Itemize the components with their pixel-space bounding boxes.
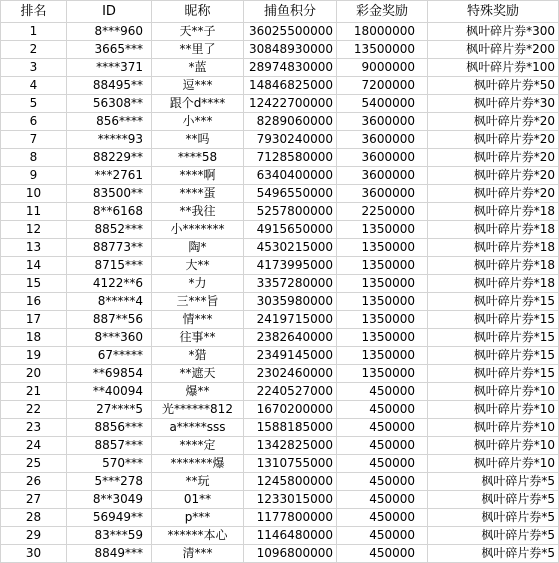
cell-special[interactable]: 枫叶碎片券*18 xyxy=(428,275,559,293)
table-header xyxy=(1,1,559,23)
cell-prize[interactable]: 5400000 xyxy=(337,95,428,113)
cell-id[interactable]: 56949** xyxy=(67,509,152,527)
cell-special[interactable]: 枫叶碎片券*20 xyxy=(428,131,559,149)
cell-nickname[interactable]: ******本心 xyxy=(152,527,244,545)
cell-prize[interactable]: 450000 xyxy=(337,401,428,419)
cell-id[interactable]: 88495** xyxy=(67,77,152,95)
table-row xyxy=(1,455,559,473)
cell-nickname[interactable]: **玩 xyxy=(152,473,244,491)
table-row xyxy=(1,275,559,293)
cell-score[interactable]: 2302460000 xyxy=(244,365,337,383)
cell-special[interactable]: 枫叶碎片券*300 xyxy=(428,23,559,41)
cell-nickname[interactable]: 陶* xyxy=(152,239,244,257)
cell-nickname[interactable]: ****啊 xyxy=(152,167,244,185)
cell-score[interactable]: 2240527000 xyxy=(244,383,337,401)
cell-nickname[interactable]: 01** xyxy=(152,491,244,509)
cell-special[interactable]: 枫叶碎片券*10 xyxy=(428,401,559,419)
cell-nickname[interactable]: 跟个d**** xyxy=(152,95,244,113)
cell-nickname[interactable]: *******爆 xyxy=(152,455,244,473)
cell-nickname[interactable]: *猎 xyxy=(152,347,244,365)
cell-special[interactable]: 枫叶碎片券*15 xyxy=(428,365,559,383)
cell-special[interactable]: 枫叶碎片券*18 xyxy=(428,257,559,275)
cell-id[interactable]: 83***59 xyxy=(67,527,152,545)
header-score[interactable]: 捕鱼积分 xyxy=(244,1,337,23)
cell-rank[interactable]: 8 xyxy=(1,149,67,167)
cell-nickname[interactable]: **吗 xyxy=(152,131,244,149)
cell-nickname[interactable]: 清*** xyxy=(152,545,244,563)
cell-id[interactable]: 8*****4 xyxy=(67,293,152,311)
table-row xyxy=(1,365,559,383)
table-row xyxy=(1,419,559,437)
cell-score[interactable]: 2349145000 xyxy=(244,347,337,365)
cell-rank[interactable]: 20 xyxy=(1,365,67,383)
cell-special[interactable]: 枫叶碎片券*20 xyxy=(428,113,559,131)
cell-score[interactable]: 5496550000 xyxy=(244,185,337,203)
cell-rank[interactable]: 24 xyxy=(1,437,67,455)
cell-score[interactable]: 1245800000 xyxy=(244,473,337,491)
cell-score[interactable]: 8289060000 xyxy=(244,113,337,131)
cell-nickname[interactable]: **我往 xyxy=(152,203,244,221)
cell-prize[interactable]: 3600000 xyxy=(337,113,428,131)
table-row xyxy=(1,203,559,221)
cell-score[interactable]: 1096800000 xyxy=(244,545,337,563)
table-row xyxy=(1,509,559,527)
cell-score[interactable]: 1342825000 xyxy=(244,437,337,455)
cell-prize[interactable]: 450000 xyxy=(337,473,428,491)
cell-nickname[interactable]: ****定 xyxy=(152,437,244,455)
cell-nickname[interactable]: ****58 xyxy=(152,149,244,167)
table-row xyxy=(1,113,559,131)
cell-rank[interactable]: 14 xyxy=(1,257,67,275)
cell-prize[interactable]: 3600000 xyxy=(337,167,428,185)
cell-id[interactable]: 3665*** xyxy=(67,41,152,59)
cell-score[interactable]: 4530215000 xyxy=(244,239,337,257)
table-row xyxy=(1,221,559,239)
header-prize[interactable]: 彩金奖励 xyxy=(337,1,428,23)
cell-nickname[interactable]: 小*** xyxy=(152,113,244,131)
table-row xyxy=(1,131,559,149)
cell-rank[interactable]: 2 xyxy=(1,41,67,59)
cell-special[interactable]: 枫叶碎片券*10 xyxy=(428,383,559,401)
cell-id[interactable]: ***2761 xyxy=(67,167,152,185)
header-id[interactable]: ID xyxy=(67,1,152,23)
cell-rank[interactable]: 4 xyxy=(1,77,67,95)
cell-special[interactable]: 枫叶碎片券*5 xyxy=(428,527,559,545)
table-row xyxy=(1,59,559,77)
cell-id[interactable]: 5***278 xyxy=(67,473,152,491)
cell-rank[interactable]: 3 xyxy=(1,59,67,77)
cell-special[interactable]: 枫叶碎片券*10 xyxy=(428,419,559,437)
cell-id[interactable]: 8857*** xyxy=(67,437,152,455)
cell-special[interactable]: 枫叶碎片券*200 xyxy=(428,41,559,59)
cell-special[interactable]: 枫叶碎片券*100 xyxy=(428,59,559,77)
cell-id[interactable]: 88773** xyxy=(67,239,152,257)
cell-id[interactable]: 856**** xyxy=(67,113,152,131)
cell-prize[interactable]: 1350000 xyxy=(337,257,428,275)
cell-prize[interactable]: 450000 xyxy=(337,437,428,455)
cell-prize[interactable]: 1350000 xyxy=(337,347,428,365)
cell-id[interactable]: 83500** xyxy=(67,185,152,203)
cell-special[interactable]: 枫叶碎片券*30 xyxy=(428,95,559,113)
cell-score[interactable]: 5257800000 xyxy=(244,203,337,221)
cell-rank[interactable]: 28 xyxy=(1,509,67,527)
cell-special[interactable]: 枫叶碎片券*50 xyxy=(428,77,559,95)
table-row xyxy=(1,329,559,347)
table-row xyxy=(1,491,559,509)
cell-prize[interactable]: 450000 xyxy=(337,383,428,401)
cell-score[interactable]: 3035980000 xyxy=(244,293,337,311)
cell-rank[interactable]: 23 xyxy=(1,419,67,437)
cell-score[interactable]: 2419715000 xyxy=(244,311,337,329)
cell-special[interactable]: 枫叶碎片券*5 xyxy=(428,509,559,527)
cell-prize[interactable]: 3600000 xyxy=(337,149,428,167)
cell-nickname[interactable]: a*****sss xyxy=(152,419,244,437)
cell-nickname[interactable]: *力 xyxy=(152,275,244,293)
cell-rank[interactable]: 1 xyxy=(1,23,67,41)
cell-special[interactable]: 枫叶碎片券*10 xyxy=(428,437,559,455)
cell-rank[interactable]: 12 xyxy=(1,221,67,239)
cell-special[interactable]: 枫叶碎片券*20 xyxy=(428,149,559,167)
cell-score[interactable]: 1177800000 xyxy=(244,509,337,527)
cell-score[interactable]: 7930240000 xyxy=(244,131,337,149)
cell-id[interactable]: ****371 xyxy=(67,59,152,77)
cell-score[interactable]: 12422700000 xyxy=(244,95,337,113)
cell-id[interactable]: 570*** xyxy=(67,455,152,473)
cell-rank[interactable]: 15 xyxy=(1,275,67,293)
table-row xyxy=(1,23,559,41)
cell-prize[interactable]: 1350000 xyxy=(337,239,428,257)
cell-special[interactable]: 枫叶碎片券*10 xyxy=(428,455,559,473)
table-row xyxy=(1,77,559,95)
cell-score[interactable]: 3357280000 xyxy=(244,275,337,293)
cell-id[interactable]: 8**6168 xyxy=(67,203,152,221)
table-body xyxy=(1,23,559,563)
cell-special[interactable]: 枫叶碎片券*15 xyxy=(428,311,559,329)
cell-score[interactable]: 1310755000 xyxy=(244,455,337,473)
cell-prize[interactable]: 18000000 xyxy=(337,23,428,41)
cell-rank[interactable]: 6 xyxy=(1,113,67,131)
table-row xyxy=(1,437,559,455)
cell-score[interactable]: 4173995000 xyxy=(244,257,337,275)
cell-score[interactable]: 4915650000 xyxy=(244,221,337,239)
cell-id[interactable]: 4122**6 xyxy=(67,275,152,293)
cell-id[interactable]: **69854 xyxy=(67,365,152,383)
cell-id[interactable]: 8***360 xyxy=(67,329,152,347)
cell-score[interactable]: 7128580000 xyxy=(244,149,337,167)
table-row xyxy=(1,383,559,401)
cell-id[interactable]: 27****5 xyxy=(67,401,152,419)
cell-prize[interactable]: 450000 xyxy=(337,491,428,509)
cell-prize[interactable]: 1350000 xyxy=(337,311,428,329)
table-row xyxy=(1,41,559,59)
table-row xyxy=(1,527,559,545)
cell-special[interactable]: 枫叶碎片券*5 xyxy=(428,491,559,509)
cell-prize[interactable]: 2250000 xyxy=(337,203,428,221)
table-row xyxy=(1,95,559,113)
cell-rank[interactable]: 17 xyxy=(1,311,67,329)
table-row xyxy=(1,401,559,419)
cell-prize[interactable]: 9000000 xyxy=(337,59,428,77)
cell-id[interactable]: 88229** xyxy=(67,149,152,167)
cell-id[interactable]: 8856*** xyxy=(67,419,152,437)
cell-special[interactable]: 枫叶碎片券*15 xyxy=(428,293,559,311)
cell-id[interactable]: 887**56 xyxy=(67,311,152,329)
cell-rank[interactable]: 18 xyxy=(1,329,67,347)
cell-nickname[interactable]: 往事** xyxy=(152,329,244,347)
cell-id[interactable]: 8849*** xyxy=(67,545,152,563)
cell-nickname[interactable]: *蓝 xyxy=(152,59,244,77)
cell-prize[interactable]: 450000 xyxy=(337,545,428,563)
header-nickname[interactable]: 昵称 xyxy=(152,1,244,23)
cell-nickname[interactable]: 爆** xyxy=(152,383,244,401)
cell-id[interactable]: 8852*** xyxy=(67,221,152,239)
cell-rank[interactable]: 16 xyxy=(1,293,67,311)
cell-score[interactable]: 1588185000 xyxy=(244,419,337,437)
cell-rank[interactable]: 7 xyxy=(1,131,67,149)
cell-nickname[interactable]: 天**子 xyxy=(152,23,244,41)
cell-nickname[interactable]: ****蛋 xyxy=(152,185,244,203)
cell-special[interactable]: 枫叶碎片券*18 xyxy=(428,221,559,239)
cell-prize[interactable]: 1350000 xyxy=(337,329,428,347)
cell-rank[interactable]: 21 xyxy=(1,383,67,401)
cell-nickname[interactable]: **遮天 xyxy=(152,365,244,383)
cell-special[interactable]: 枫叶碎片券*15 xyxy=(428,329,559,347)
cell-prize[interactable]: 1350000 xyxy=(337,293,428,311)
table-row xyxy=(1,311,559,329)
cell-rank[interactable]: 27 xyxy=(1,491,67,509)
table-row xyxy=(1,257,559,275)
table-row xyxy=(1,347,559,365)
cell-id[interactable]: 56308** xyxy=(67,95,152,113)
cell-rank[interactable]: 13 xyxy=(1,239,67,257)
cell-id[interactable]: 67***** xyxy=(67,347,152,365)
cell-nickname[interactable]: p*** xyxy=(152,509,244,527)
cell-rank[interactable]: 10 xyxy=(1,185,67,203)
cell-prize[interactable]: 450000 xyxy=(337,455,428,473)
header-rank[interactable]: 排名 xyxy=(1,1,67,23)
cell-nickname[interactable]: 大** xyxy=(152,257,244,275)
cell-prize[interactable]: 1350000 xyxy=(337,221,428,239)
cell-rank[interactable]: 30 xyxy=(1,545,67,563)
cell-rank[interactable]: 19 xyxy=(1,347,67,365)
table-row xyxy=(1,239,559,257)
cell-prize[interactable]: 13500000 xyxy=(337,41,428,59)
cell-special[interactable]: 枫叶碎片券*20 xyxy=(428,185,559,203)
cell-prize[interactable]: 3600000 xyxy=(337,131,428,149)
cell-prize[interactable]: 3600000 xyxy=(337,185,428,203)
cell-rank[interactable]: 5 xyxy=(1,95,67,113)
cell-id[interactable]: 8**3049 xyxy=(67,491,152,509)
cell-id[interactable]: *****93 xyxy=(67,131,152,149)
cell-score[interactable]: 14846825000 xyxy=(244,77,337,95)
cell-rank[interactable]: 29 xyxy=(1,527,67,545)
cell-special[interactable]: 枫叶碎片券*5 xyxy=(428,545,559,563)
cell-nickname[interactable]: **里了 xyxy=(152,41,244,59)
cell-score[interactable]: 28974830000 xyxy=(244,59,337,77)
cell-rank[interactable]: 25 xyxy=(1,455,67,473)
cell-special[interactable]: 枫叶碎片券*5 xyxy=(428,473,559,491)
cell-nickname[interactable]: 小******* xyxy=(152,221,244,239)
cell-prize[interactable]: 450000 xyxy=(337,419,428,437)
cell-nickname[interactable]: 情*** xyxy=(152,311,244,329)
cell-nickname[interactable]: 光******812 xyxy=(152,401,244,419)
cell-id[interactable]: 8715*** xyxy=(67,257,152,275)
cell-id[interactable]: 8***960 xyxy=(67,23,152,41)
table-row xyxy=(1,473,559,491)
cell-prize[interactable]: 7200000 xyxy=(337,77,428,95)
cell-rank[interactable]: 26 xyxy=(1,473,67,491)
cell-score[interactable]: 1670200000 xyxy=(244,401,337,419)
cell-score[interactable]: 1233015000 xyxy=(244,491,337,509)
cell-prize[interactable]: 450000 xyxy=(337,527,428,545)
cell-score[interactable]: 2382640000 xyxy=(244,329,337,347)
cell-nickname[interactable]: 逗*** xyxy=(152,77,244,95)
cell-prize[interactable]: 1350000 xyxy=(337,365,428,383)
cell-special[interactable]: 枫叶碎片券*18 xyxy=(428,203,559,221)
header-row xyxy=(1,1,559,23)
cell-rank[interactable]: 22 xyxy=(1,401,67,419)
header-special[interactable]: 特殊奖励 xyxy=(428,1,559,23)
cell-rank[interactable]: 11 xyxy=(1,203,67,221)
cell-special[interactable]: 枫叶碎片券*18 xyxy=(428,239,559,257)
table-row xyxy=(1,293,559,311)
table-row xyxy=(1,167,559,185)
cell-rank[interactable]: 9 xyxy=(1,167,67,185)
cell-score[interactable]: 36025500000 xyxy=(244,23,337,41)
cell-prize[interactable]: 1350000 xyxy=(337,275,428,293)
cell-score[interactable]: 30848930000 xyxy=(244,41,337,59)
cell-score[interactable]: 1146480000 xyxy=(244,527,337,545)
table-row xyxy=(1,185,559,203)
cell-special[interactable]: 枫叶碎片券*20 xyxy=(428,167,559,185)
cell-prize[interactable]: 450000 xyxy=(337,509,428,527)
table-row xyxy=(1,149,559,167)
cell-score[interactable]: 6340400000 xyxy=(244,167,337,185)
cell-special[interactable]: 枫叶碎片券*15 xyxy=(428,347,559,365)
cell-nickname[interactable]: 三***旨 xyxy=(152,293,244,311)
cell-id[interactable]: **40094 xyxy=(67,383,152,401)
